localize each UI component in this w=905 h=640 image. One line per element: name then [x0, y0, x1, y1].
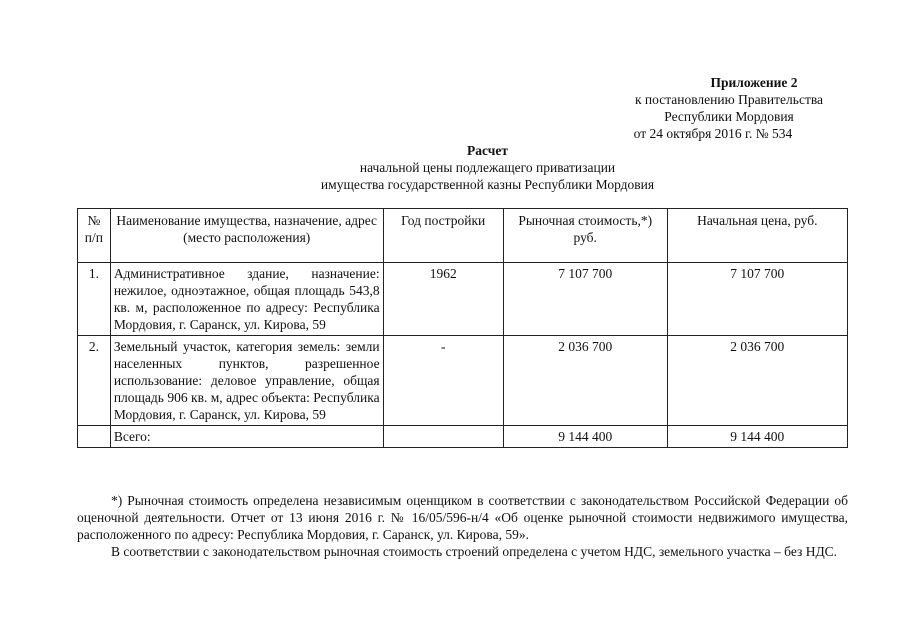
row-start-price: 7 107 700: [667, 263, 847, 336]
row-name: Административное здание, назначение: нежилое, одноэтажное, общая площадь 543,8 кв. м, расположенное по адресу: Республика Мордовия, г. Саранск, ул. Кирова, 59: [110, 263, 383, 336]
row-year: -: [383, 336, 503, 426]
row-market-value: 2 036 700: [503, 336, 667, 426]
header-num: № п/п: [78, 209, 111, 263]
document-subtitle-1: начальной цены подлежащего приватизации: [359, 160, 616, 175]
annex-decree: к постановлению Правительства: [634, 92, 824, 107]
header-name: Наименование имущества, назначение, адрес (место расположения): [110, 209, 383, 263]
annex-block: [579, 74, 839, 142]
header-start-price: Начальная цена, руб.: [667, 209, 847, 263]
annex-title: Приложение 2: [710, 75, 798, 90]
header-year: Год постройки: [383, 209, 503, 263]
row-market-value: 7 107 700: [503, 263, 667, 336]
note-market-value: *) Рыночная стоимость определена независимым оценщиком в соответствии с законодательством Российской Федерации об оценочной деятельности. Отчет от 13 июня 2016 г. № 16/05/596-н/4 «Об оценке рыночной стоимости недвижимого имущества, расположенного по адресу: Республика Мордовия, г. Саранск, ул. Кирова, 59».: [77, 493, 848, 542]
row-num: 2.: [78, 336, 111, 426]
note-vat: В соответствии с законодательством рыночная стоимость строений определена с учетом НДС, земельного участка – без НДС.: [111, 544, 838, 559]
document-heading: [0, 142, 905, 193]
total-label: Всего:: [110, 426, 383, 448]
row-num: 1.: [78, 263, 111, 336]
calculation-table: [77, 208, 848, 448]
table-row: [78, 336, 848, 426]
row-start-price: 2 036 700: [667, 336, 847, 426]
table-header-row: [78, 209, 848, 263]
row-name: Земельный участок, категория земель: земли населенных пунктов, разрешенное использование: деловое управление, общая площадь 906 кв. м, адрес объекта: Республика Мордовия, г. Саранск, ул. Кирова, 59: [110, 336, 383, 426]
total-year-empty: [383, 426, 503, 448]
document-subtitle-2: имущества государственной казны Республики Мордовия: [320, 177, 655, 192]
header-market-value: Рыночная стоимость,*) руб.: [503, 209, 667, 263]
annex-government: Республики Мордовия: [664, 109, 794, 124]
row-year: 1962: [383, 263, 503, 336]
annex-date: от 24 октября 2016 г. № 534: [633, 126, 793, 141]
total-market-value: 9 144 400: [503, 426, 667, 448]
table-row: [78, 263, 848, 336]
total-num-empty: [78, 426, 111, 448]
total-row: [78, 426, 848, 448]
document-title: Расчет: [467, 143, 508, 158]
notes-block: [77, 492, 848, 560]
total-start-price: 9 144 400: [667, 426, 847, 448]
